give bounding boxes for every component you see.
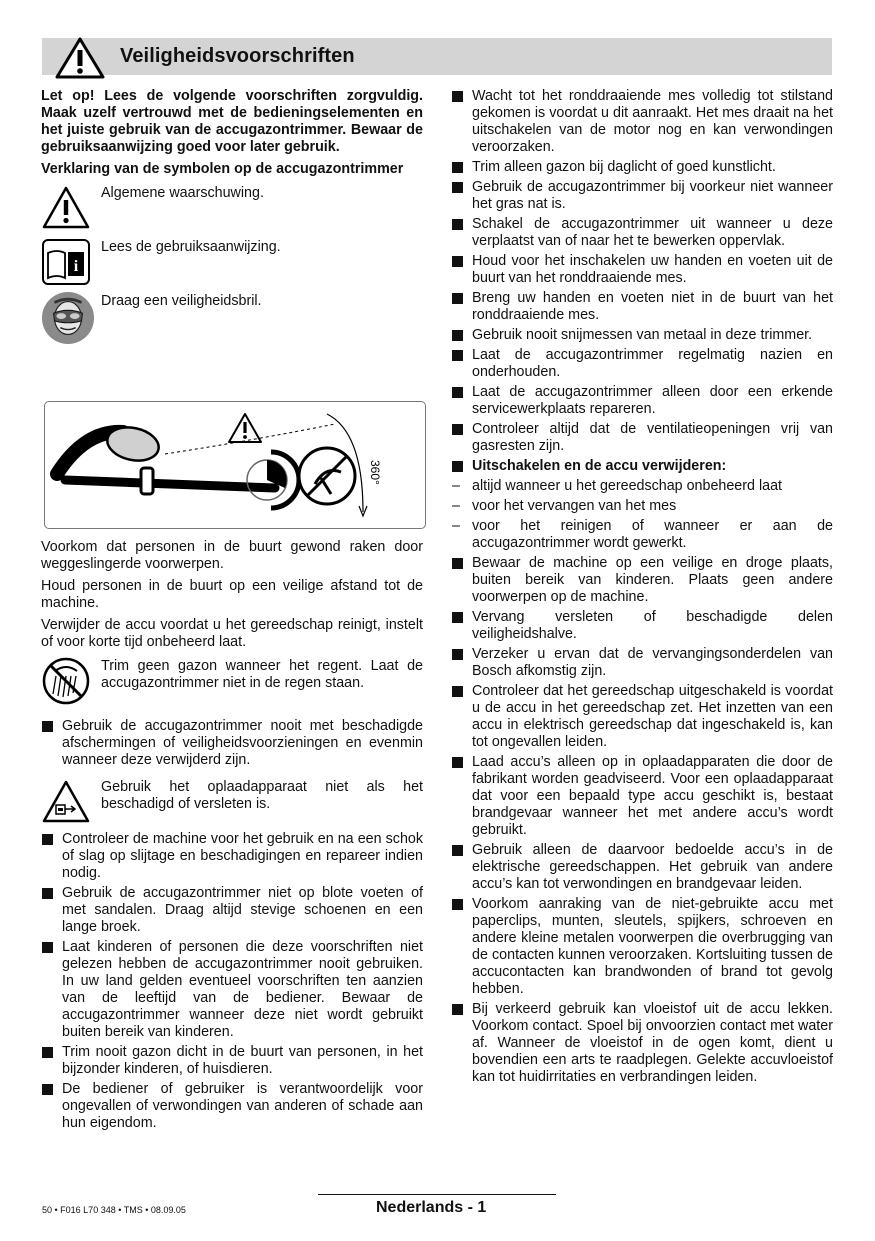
intro-warning: Let op! Lees de volgende voorschriften zorgvuldig. Maak uzelf vertrouwd met de bedieningselementen en het juiste gebruik van de accugazontrimmer. Bewaar de gebruiksaanwijzing goed voor later gebruik. xyxy=(41,88,423,155)
bullet-item: Gebruik de accugazontrimmer bij voorkeur niet wanneer het gras nat is. xyxy=(451,179,833,213)
warning-icon xyxy=(229,414,261,442)
para-thrown-objects: Voorkom dat personen in de buurt gewond raken door weggeslingerde voorwerpen. xyxy=(41,539,423,572)
symbol-safety-glasses xyxy=(41,291,423,341)
distance-warning-figure xyxy=(44,401,426,529)
bullet-item: Bewaar de machine op een veilige en droge plaats, buiten bereik van kinderen. Plaats geen andere voorwerpen op de machine. xyxy=(451,555,833,606)
page-number: Nederlands - 1 xyxy=(376,1199,487,1216)
bullet-item: De bediener of gebruiker is verantwoordelijk voor ongevallen of verwondingen van anderen of schade aan hun eigendom. xyxy=(41,1081,423,1132)
warning-icon xyxy=(54,36,106,80)
warning-icon xyxy=(41,183,91,233)
bullet-item: Voorkom aanraking van de niet-gebruikte accu met paperclips, munten, sleutels, spijkers, schroeven en andere kleine metalen voorwerpen die overbrugging van de contacten kunnen veroorzaken. Kortsluiting tussen de accucontacten kan brandwonden of brand tot gevolg hebben. xyxy=(451,896,833,998)
symbol-read-manual xyxy=(41,237,423,287)
bullet-item: Vervang versleten of beschadigde delen veiligheidshalve. xyxy=(451,609,833,643)
rain-warning: Trim geen gazon wanneer het regent. Laat de accugazontrimmer niet in de regen staan. xyxy=(101,658,423,691)
left-column xyxy=(41,88,423,1135)
bullet-item: Breng uw handen en voeten niet in de buurt van het ronddraaiende mes. xyxy=(451,290,833,324)
para-safe-distance: Houd personen in de buurt op een veilige afstand tot de machine. xyxy=(41,578,423,611)
page-title: Veiligheidsvoorschriften xyxy=(120,45,355,67)
charger-warning: Gebruik het oplaadapparaat niet als het beschadigd of versleten is. xyxy=(101,779,423,812)
bullet-item: Houd voor het inschakelen uw handen en voeten uit de buurt van het ronddraaiende mes. xyxy=(451,253,833,287)
bullet-item: Bij verkeerd gebruik kan vloeistof uit de accu lekken. Voorkom contact. Spoel bij onvoorzien contact met water af. Wanneer de vloeistof in de ogen komt, dient u bovendien een arts te raadplegen. Gelekte accuvloeistof kan tot huidirritaties en verbrandingen leiden. xyxy=(451,1001,833,1086)
right-column xyxy=(451,88,833,1089)
safety-glasses-icon xyxy=(41,291,95,345)
bullet-item: Gebruik de accugazontrimmer niet op blote voeten of met sandalen. Draag altijd stevige schoenen en een lange broek. xyxy=(41,885,423,936)
bullet-item: Verzeker u ervan dat de vervangingsonderdelen van Bosch afkomstig zijn. xyxy=(451,646,833,680)
bullet-item: Gebruik alleen de daarvoor bedoelde accu’s in de elektrische gereedschappen. Het gebruik van andere accu’s kan tot verwondingen en brandgevaar leiden. xyxy=(451,842,833,893)
prohibition-person-icon xyxy=(299,448,355,504)
dash-item: – altijd wanneer u het gereedschap onbeheerd laat xyxy=(451,478,833,495)
symbol-label: Draag een veiligheidsbril. xyxy=(101,293,262,309)
manual-book-icon xyxy=(41,237,91,287)
bullet-item: Controleer dat het gereedschap uitgeschakeld is voordat u de accu in het gereedschap zet. Het inzetten van een accu in elektrisch gereedschap dat ingeschakeld is, kan tot ongevallen leiden. xyxy=(451,683,833,751)
bullet-item: Controleer altijd dat de ventilatieopeningen vrij van gasresten zijn. xyxy=(451,421,833,455)
bullet-item: Laat de accugazontrimmer regelmatig nazien en onderhouden. xyxy=(451,347,833,381)
bullet-item: Laat kinderen of personen die deze voorschriften niet gelezen hebben de accugazontrimmer nooit gebruiken. In uw land gelden eventueel voorschriften ten aanzien van de leeftijd van de bediener. Bewaar de accugazontrimmer wanneer deze niet wordt gebruikt buiten bereik van kinderen. xyxy=(41,939,423,1041)
dash-item: – voor het vervangen van het mes xyxy=(451,498,833,515)
symbol-no-rain xyxy=(41,656,423,706)
dash-item: – voor het reinigen of wanneer er aan de accugazontrimmer wordt gewerkt. xyxy=(451,518,833,552)
bullet-item: Schakel de accugazontrimmer uit wanneer u deze verplaatst van of naar het te bewerken oppervlak. xyxy=(451,216,833,250)
symbol-charger-damaged xyxy=(41,777,423,827)
bullet-item: Gebruik nooit snijmessen van metaal in deze trimmer. xyxy=(451,327,833,344)
bullet-item: Controleer de machine voor het gebruik en na een schok of slag op slijtage en beschadigingen en repareer indien nodig. xyxy=(41,831,423,882)
angle-label: 360° xyxy=(368,460,382,485)
document-code: 50 • F016 L70 348 • TMS • 08.09.05 xyxy=(42,1205,186,1215)
bullet-item: Laat de accugazontrimmer alleen door een erkende servicewerkplaats repareren. xyxy=(451,384,833,418)
symbol-general-warning xyxy=(41,183,423,233)
trimmer-illustration xyxy=(45,402,425,528)
bullet-item: Wacht tot het ronddraaiende mes volledig tot stilstand gekomen is voordat u dit aanraakt. Het mes draait na het uitschakelen van de motor nog en kan verwondingen veroorzaken. xyxy=(451,88,833,156)
bullet-guards: Gebruik de accugazontrimmer nooit met beschadigde afschermingen of veiligheidsvoorzieningen en evenmin wanneer deze verwijderd zijn. xyxy=(41,718,423,769)
para-remove-battery: Verwijder de accu voordat u het gereedschap reinigt, instelt of voor korte tijd onbeheerd laat. xyxy=(41,617,423,650)
svg-text:i: i xyxy=(73,258,79,275)
symbols-heading: Verklaring van de symbolen op de accugazontrimmer xyxy=(41,161,404,177)
no-rain-icon xyxy=(41,656,91,706)
symbol-label: Algemene waarschuwing. xyxy=(101,185,264,201)
symbol-label: Lees de gebruiksaanwijzing. xyxy=(101,239,281,255)
bullet-item: Laad accu’s alleen op in oplaadapparaten die door de fabrikant worden geadviseerd. Voor een oplaadapparaat dat voor een bepaald type accu geschikt is, bestaat brandgevaar wanneer het met andere accu’s wordt gebruikt. xyxy=(451,754,833,839)
title-bar xyxy=(42,38,832,75)
bullet-remove-battery-heading: Uitschakelen en de accu verwijderen: xyxy=(451,458,833,475)
bullet-item: Trim nooit gazon dicht in de buurt van personen, in het bijzonder kinderen, of huisdieren. xyxy=(41,1044,423,1078)
footer-divider xyxy=(318,1194,556,1195)
charger-warning-icon xyxy=(41,777,91,827)
bullet-item: Trim alleen gazon bij daglicht of goed kunstlicht. xyxy=(451,159,833,176)
